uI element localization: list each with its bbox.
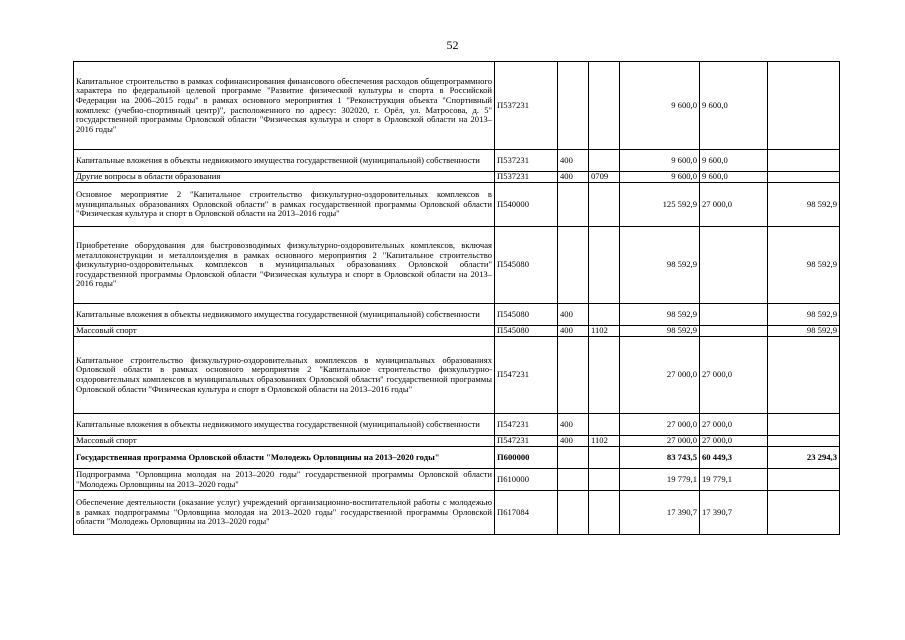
- row-expense-type: 400: [558, 150, 589, 172]
- row-expense-type: [558, 183, 589, 227]
- row-name: Капитальное строительство в рамках софинансирования финансового обеспечения расходов общепрограммного характера по федеральной целевой программе "Развитие физической культуры и спорта в Российской Федерации на 2006–2015 годы" в рамках основного мероприятия 1 "Реконструкция объекта "Спортивный комплекс (учебно-спортивный центр)", расположенного по адресу: 302020, г. Орёл, ул. Матросова, д. 5" государственной программы Орловской области "Физическая культура и спорт в Орловской области на 2013–2016 годы": [74, 62, 495, 150]
- row-code: П600000: [495, 447, 558, 469]
- row-expense-type: 400: [558, 304, 589, 326]
- row-amount-1: 27 000,0: [700, 436, 768, 447]
- row-total: 125 592,9: [620, 183, 700, 227]
- row-total: 9 600,0: [620, 62, 700, 150]
- row-amount-2: [768, 62, 840, 150]
- row-code: П540000: [495, 183, 558, 227]
- row-code: П547231: [495, 436, 558, 447]
- row-total: 9 600,0: [620, 150, 700, 172]
- table-row: [74, 447, 840, 469]
- row-section: [589, 414, 620, 436]
- table-row: [74, 62, 840, 150]
- row-code: П545080: [495, 304, 558, 326]
- row-amount-2: [768, 436, 840, 447]
- row-code: П547231: [495, 337, 558, 414]
- row-total: 19 779,1: [620, 469, 700, 491]
- row-code: П537231: [495, 150, 558, 172]
- row-name: Капитальные вложения в объекты недвижимого имущества государственной (муниципальной) собственности: [74, 150, 495, 172]
- table-row: [74, 172, 840, 183]
- table-row: [74, 304, 840, 326]
- row-amount-2: 98 592,9: [768, 326, 840, 337]
- row-amount-1: 27 000,0: [700, 414, 768, 436]
- table-row: [74, 337, 840, 414]
- table-row: [74, 414, 840, 436]
- row-total: 9 600,0: [620, 172, 700, 183]
- row-expense-type: 400: [558, 326, 589, 337]
- row-code: П537231: [495, 172, 558, 183]
- row-amount-1: 9 600,0: [700, 150, 768, 172]
- row-total: 98 592,9: [620, 227, 700, 304]
- row-name: Основное мероприятие 2 "Капитальное строительство физкультурно-оздоровительных комплексов в муниципальных образованиях Орловской области" в рамках государственной программы Орловской области "Физическая культура и спорт в Орловской области на 2013–2016 годы": [74, 183, 495, 227]
- row-amount-1: [700, 326, 768, 337]
- row-section: [589, 304, 620, 326]
- row-amount-2: [768, 150, 840, 172]
- row-expense-type: 400: [558, 172, 589, 183]
- row-amount-1: 17 390,7: [700, 491, 768, 535]
- table-body: [74, 62, 840, 535]
- row-expense-type: [558, 447, 589, 469]
- table-row: [74, 491, 840, 535]
- row-name: Государственная программа Орловской области "Молодежь Орловщины на 2013–2020 годы": [74, 447, 495, 469]
- row-total: 83 743,5: [620, 447, 700, 469]
- row-amount-2: 98 592,9: [768, 227, 840, 304]
- row-name: Приобретение оборудования для быстровозводимых физкультурно-оздоровительных комплексов, включая металлоконструкции и металлоизделия в рамках основного мероприятия 2 "Капитальное строительство физкультурно-оздоровительных комплексов в муниципальных образованиях Орловской области" государственной программы Орловской области "Физическая культура и спорт в Орловской области на 2013–2016 годы": [74, 227, 495, 304]
- row-expense-type: [558, 491, 589, 535]
- row-total: 27 000,0: [620, 436, 700, 447]
- row-amount-1: 19 779,1: [700, 469, 768, 491]
- row-total: 27 000,0: [620, 337, 700, 414]
- row-expense-type: [558, 62, 589, 150]
- table-row: [74, 227, 840, 304]
- row-amount-2: 98 592,9: [768, 304, 840, 326]
- row-expense-type: [558, 227, 589, 304]
- row-amount-2: [768, 337, 840, 414]
- row-amount-2: [768, 469, 840, 491]
- row-amount-1: 9 600,0: [700, 62, 768, 150]
- row-amount-2: 23 294,3: [768, 447, 840, 469]
- row-amount-2: 98 592,9: [768, 183, 840, 227]
- row-total: 98 592,9: [620, 304, 700, 326]
- table-row: [74, 469, 840, 491]
- row-expense-type: 400: [558, 414, 589, 436]
- row-amount-1: [700, 304, 768, 326]
- table-row: [74, 436, 840, 447]
- row-code: П537231: [495, 62, 558, 150]
- row-section: [589, 491, 620, 535]
- row-section: 1102: [589, 436, 620, 447]
- row-section: 1102: [589, 326, 620, 337]
- row-expense-type: 400: [558, 436, 589, 447]
- row-name: Подпрограмма "Орловщина молодая на 2013–2020 годы" государственной программы Орловской области "Молодежь Орловщины на 2013–2020 годы": [74, 469, 495, 491]
- row-name: Капитальное строительство физкультурно-оздоровительных комплексов в муниципальных образованиях Орловской области в рамках основного мероприятия 2 "Капитальное строительство физкультурно-оздоровительных комплексов в муниципальных образованиях Орловской области" государственной программы Орловской области "Физическая культура и спорт в Орловской области на 2013–2016 годы": [74, 337, 495, 414]
- row-amount-1: 27 000,0: [700, 183, 768, 227]
- row-amount-2: [768, 172, 840, 183]
- row-name: Обеспечение деятельности (оказание услуг) учреждений организационно-воспитательной работы с молодежью в рамках подпрограммы "Орловщина молодая на 2013–2020 годы" государственной программы Орловской области "Молодежь Орловщины на 2013–2020 годы": [74, 491, 495, 535]
- table-row: [74, 150, 840, 172]
- row-code: П545080: [495, 227, 558, 304]
- row-expense-type: [558, 469, 589, 491]
- row-section: [589, 447, 620, 469]
- row-code: П547231: [495, 414, 558, 436]
- row-total: 17 390,7: [620, 491, 700, 535]
- table-row: [74, 326, 840, 337]
- row-code: П617084: [495, 491, 558, 535]
- row-section: [589, 150, 620, 172]
- row-code: П610000: [495, 469, 558, 491]
- row-code: П545080: [495, 326, 558, 337]
- row-section: [589, 227, 620, 304]
- row-amount-1: 60 449,3: [700, 447, 768, 469]
- row-total: 27 000,0: [620, 414, 700, 436]
- row-name: Другие вопросы в области образования: [74, 172, 495, 183]
- budget-table: [73, 61, 840, 535]
- row-name: Капитальные вложения в объекты недвижимого имущества государственной (муниципальной) собственности: [74, 414, 495, 436]
- row-amount-2: [768, 491, 840, 535]
- row-section: [589, 337, 620, 414]
- row-amount-1: 9 600,0: [700, 172, 768, 183]
- row-name: Массовый спорт: [74, 326, 495, 337]
- table-row: [74, 183, 840, 227]
- page-number: 52: [446, 38, 459, 52]
- row-name: Капитальные вложения в объекты недвижимого имущества государственной (муниципальной) собственности: [74, 304, 495, 326]
- row-amount-1: 27 000,0: [700, 337, 768, 414]
- row-total: 98 592,9: [620, 326, 700, 337]
- row-amount-2: [768, 414, 840, 436]
- row-section: [589, 183, 620, 227]
- row-section: [589, 62, 620, 150]
- row-amount-1: [700, 227, 768, 304]
- row-expense-type: [558, 337, 589, 414]
- row-section: [589, 469, 620, 491]
- row-name: Массовый спорт: [74, 436, 495, 447]
- row-section: 0709: [589, 172, 620, 183]
